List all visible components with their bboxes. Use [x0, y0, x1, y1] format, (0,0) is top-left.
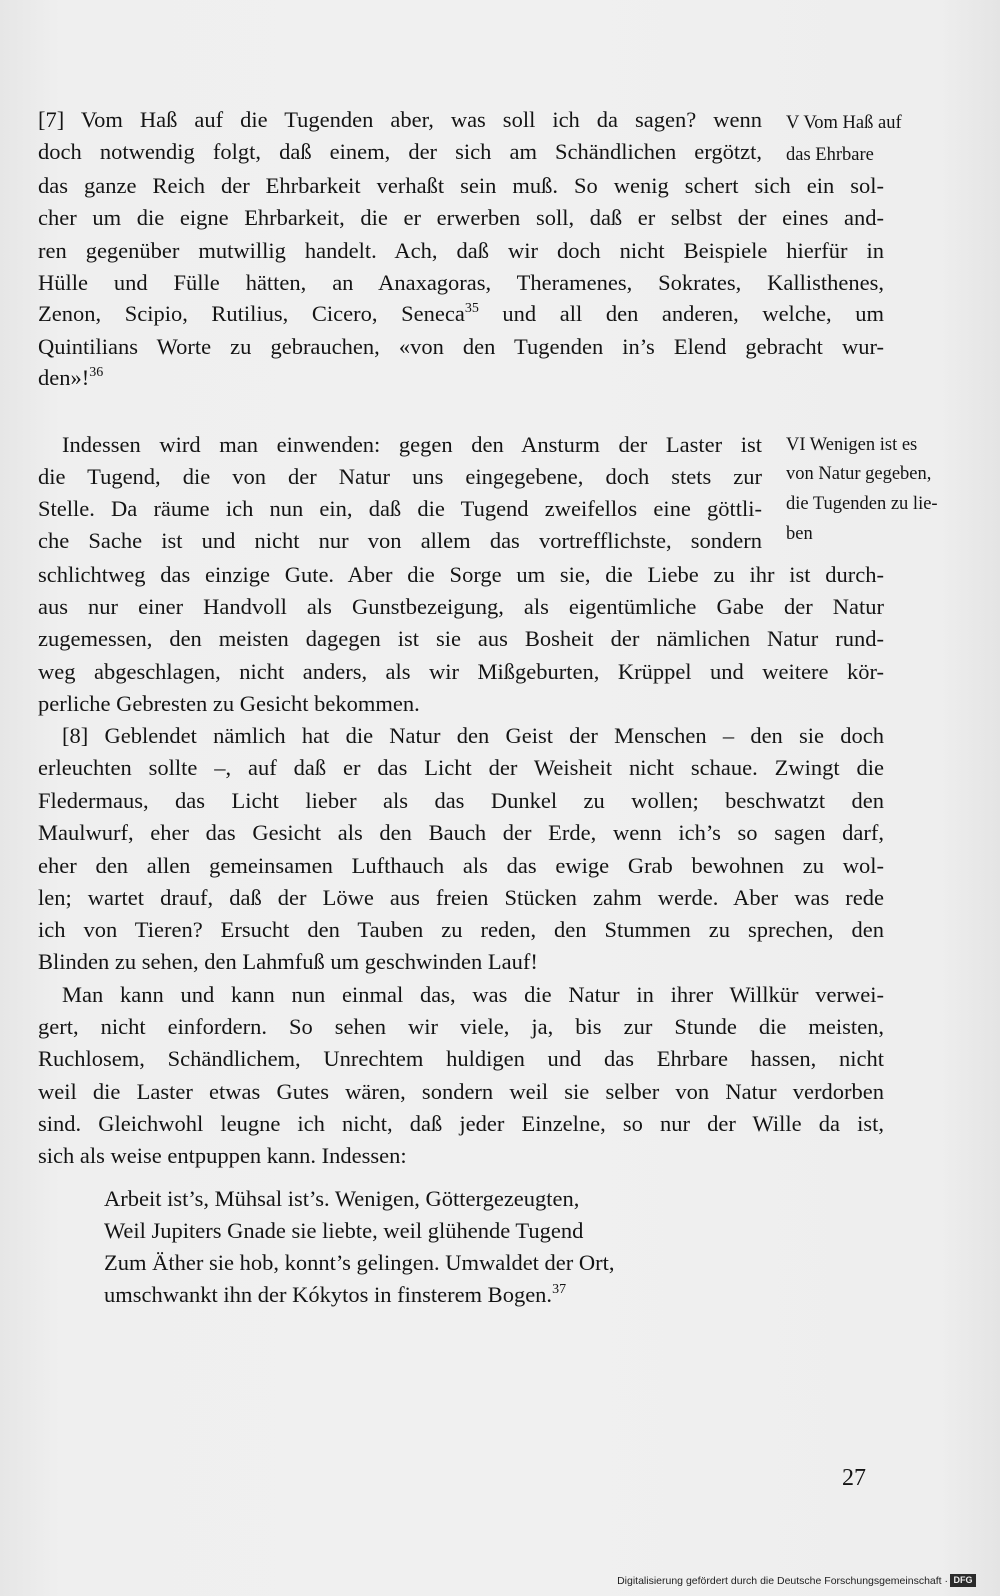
- verse-line: Weil Jupiters Gnade sie liebte, weil glühende Tugend: [104, 1218, 584, 1243]
- text-line: Fledermaus, das Licht lieber als das Dunkel zu wollen; beschwatzt den: [38, 788, 884, 813]
- text-line: Hülle und Fülle hätten, an Anaxagoras, Theramenes, Sokrates, Kallisthenes,: [38, 270, 884, 295]
- text-line: [38, 298, 884, 330]
- text-line: [8] Geblendet nämlich hat die Natur den Geist der Menschen – den sie doch: [62, 723, 884, 748]
- dfg-logo: DFG: [950, 1574, 976, 1587]
- text-line: ren gegenüber mutwillig handelt. Ach, daß wir doch nicht Beispiele hierfür in: [38, 238, 884, 263]
- text-line: Maulwurf, eher das Gesicht als den Bauch der Erde, wenn ich’s so sagen darf,: [38, 820, 884, 845]
- text-line: das ganze Reich der Ehrbarkeit verhaßt sein muß. So wenig schert sich ein sol-: [38, 173, 884, 198]
- text-run: Zenon, Scipio, Rutilius, Cicero, Seneca: [38, 301, 465, 326]
- text-run: den»!: [38, 365, 90, 390]
- footer-credit: Digitalisierung gefördert durch die Deutsche Forschungsgemeinschaft ·: [617, 1575, 948, 1587]
- footnote-ref-36: 36: [89, 365, 104, 380]
- text-line: [38, 362, 884, 394]
- text-line: len; wartet drauf, daß der Löwe aus freien Stücken zahm werde. Aber was rede: [38, 885, 884, 910]
- text-line: Man kann und kann nun einmal das, was die Natur in ihrer Willkür verwei-: [62, 982, 884, 1007]
- text-line: erleuchten sollte –, auf daß er das Licht der Weisheit nicht schaue. Zwingt die: [38, 755, 884, 780]
- text-line: schlichtweg das einzige Gute. Aber die Sorge um sie, die Liebe zu ihr ist durch-: [38, 562, 884, 587]
- verse-line: [104, 1279, 566, 1311]
- verse-line: Zum Äther sie hob, konnt’s gelingen. Umwaldet der Ort,: [104, 1250, 615, 1275]
- margin-note-vi-line: die Tugenden zu lie-: [786, 494, 938, 514]
- page-number: 27: [842, 1465, 866, 1491]
- text-line: gert, nicht einfordern. So sehen wir viele, ja, bis zur Stunde die meisten,: [38, 1014, 884, 1039]
- footnote-ref-35: 35: [464, 301, 479, 316]
- text-line: perliche Gebresten zu Gesicht bekommen.: [38, 691, 420, 716]
- text-line: che Sache ist und nicht nur von allem das vortrefflichste, sondern: [38, 528, 762, 553]
- margin-note-vi-line: VI Wenigen ist es: [786, 435, 918, 455]
- text-line: cher um die eigne Ehrbarkeit, die er erwerben soll, daß er selbst der eines and-: [38, 205, 884, 230]
- text-line: doch notwendig folgt, daß einem, der sich am Schändlichen ergötzt,: [38, 139, 762, 164]
- text-line: ich von Tieren? Ersucht den Tauben zu reden, den Stummen zu sprechen, den: [38, 917, 884, 942]
- text-line: eher den allen gemeinsamen Lufthauch als das ewige Grab bewohnen zu wol-: [38, 853, 884, 878]
- text-line: zugemessen, den meisten dagegen ist sie aus Bosheit der nämlichen Natur rund-: [38, 626, 884, 651]
- text-line: die Tugend, die von der Natur uns eingegebene, doch stets zur: [38, 464, 762, 489]
- text-line: weg abgeschlagen, nicht anders, als wir Mißgeburten, Krüppel und weitere kör-: [38, 659, 884, 684]
- margin-note-v-line: das Ehrbare: [786, 145, 874, 165]
- text-line: Quintilians Worte zu gebrauchen, «von den Tugenden in’s Elend gebracht wur-: [38, 334, 884, 359]
- footnote-ref-37: 37: [552, 1282, 567, 1297]
- verse-line: Arbeit ist’s, Mühsal ist’s. Wenigen, Göttergezeugten,: [104, 1186, 580, 1211]
- margin-note-v-line: V Vom Haß auf: [786, 113, 902, 133]
- text-line: aus nur einer Handvoll als Gunstbezeigung, als eigentümliche Gabe der Natur: [38, 594, 884, 619]
- text-line: weil die Laster etwas Gutes wären, sondern weil sie selber von Natur verdorben: [38, 1079, 884, 1104]
- text-run: und all den anderen, welche, um: [478, 301, 885, 326]
- text-line: Indessen wird man einwenden: gegen den Ansturm der Laster ist: [62, 432, 762, 457]
- margin-note-vi-line: von Natur gegeben,: [786, 464, 932, 484]
- text-line: Ruchlosem, Schändlichem, Unrechtem huldigen und das Ehrbare hassen, nicht: [38, 1046, 884, 1071]
- margin-note-vi-line: ben: [786, 524, 813, 544]
- text-line: sich als weise entpuppen kann. Indessen:: [38, 1143, 407, 1168]
- text-line: sind. Gleichwohl leugne ich nicht, daß jeder Einzelne, so nur der Wille da ist,: [38, 1111, 884, 1136]
- text-line: Stelle. Da räume ich nun ein, daß die Tugend zweifellos eine göttli-: [38, 496, 762, 521]
- text-line: Blinden zu sehen, den Lahmfuß um geschwinden Lauf!: [38, 949, 538, 974]
- text-run: umschwankt ihn der Kókytos in finsterem Bogen.: [104, 1282, 553, 1307]
- text-line: [7] Vom Haß auf die Tugenden aber, was soll ich da sagen? wenn: [38, 107, 762, 132]
